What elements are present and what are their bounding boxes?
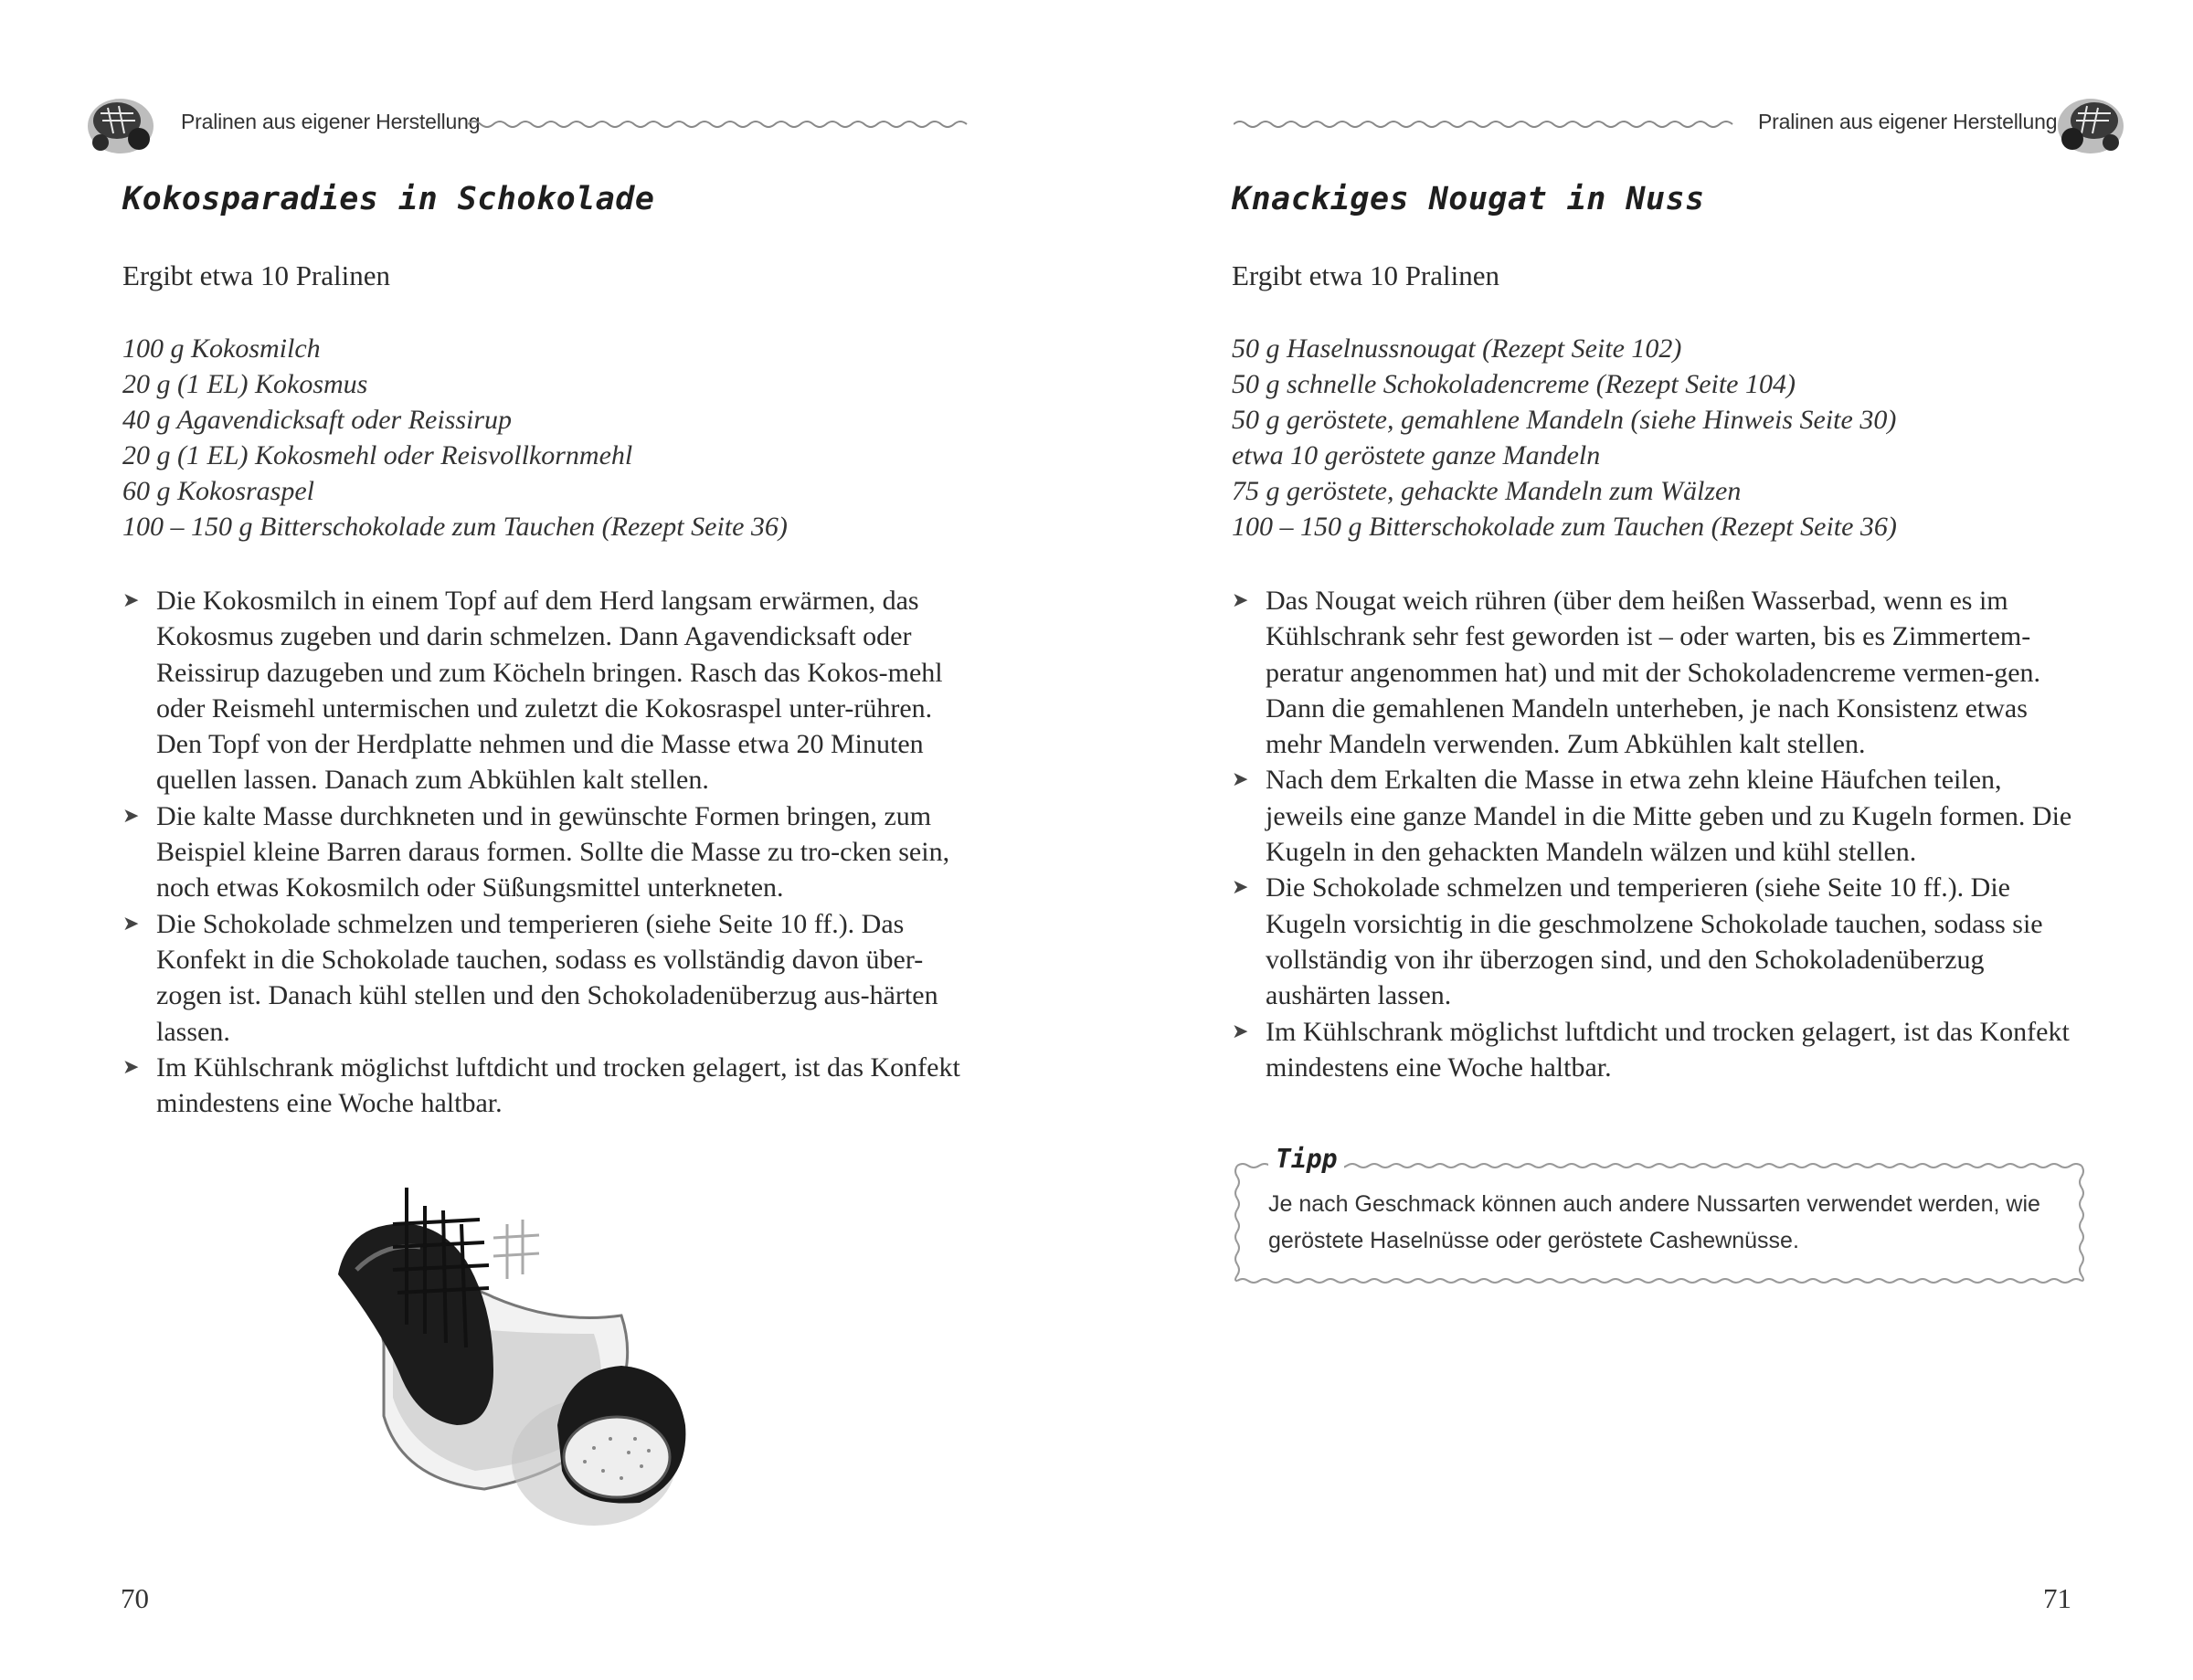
header-wave-rule <box>1234 115 1742 133</box>
running-head: Pralinen aus eigener Herstellung <box>1758 110 2058 133</box>
ingredient-item: 100 – 150 g Bitterschokolade zum Tauchen (Rezept Seite 36) <box>122 512 788 542</box>
instruction-step: ➤ Im Kühlschrank möglichst luftdicht und trocken gelagert, ist das Konfekt mindestens eine Woche haltbar. <box>122 1050 972 1122</box>
arrow-bullet-icon: ➤ <box>122 1055 140 1079</box>
praline-emblem-icon <box>2052 86 2129 159</box>
arrow-bullet-icon: ➤ <box>1232 1020 1249 1043</box>
ingredient-item: 20 g (1 EL) Kokosmus <box>122 369 368 399</box>
arrow-bullet-icon: ➤ <box>122 804 140 828</box>
arrow-bullet-icon: ➤ <box>1232 589 1249 612</box>
instruction-step: ➤ Die Schokolade schmelzen und temperieren (siehe Seite 10 ff.). Das Konfekt in die Schokolade tauchen, sodass es vollständig davon über-zogen ist. Danach kühl stellen und den Schokoladenüberzug aus-härten lassen. <box>122 906 972 1050</box>
instruction-step: ➤ Nach dem Erkalten die Masse in etwa zehn kleine Häufchen teilen, jeweils eine ganze Mandel in die Mitte geben und zu Kugeln formen. Die Kugeln in den gehackten Mandeln wälzen und kühl stellen. <box>1232 762 2082 870</box>
tip-box <box>1232 1144 2089 1286</box>
ingredient-item: 50 g Haselnussnougat (Rezept Seite 102) <box>1232 333 1682 364</box>
arrow-bullet-icon: ➤ <box>122 912 140 935</box>
arrow-bullet-icon: ➤ <box>1232 768 1249 792</box>
page-number: 71 <box>2043 1582 2071 1614</box>
ingredient-item: 50 g geröstete, gemahlene Mandeln (siehe Hinweis Seite 30) <box>1232 405 1897 435</box>
recipe-yield: Ergibt etwa 10 Pralinen <box>122 259 391 291</box>
ingredient-item: 75 g geröstete, gehackte Mandeln zum Wälzen <box>1232 476 1742 506</box>
arrow-bullet-icon: ➤ <box>122 589 140 612</box>
ingredient-item: 100 g Kokosmilch <box>122 333 321 364</box>
praline-illustration <box>320 1188 795 1553</box>
recipe-title: Kokosparadies in Schokolade <box>122 181 655 217</box>
ingredient-item: 100 – 150 g Bitterschokolade zum Tauchen (Rezept Seite 36) <box>1232 512 1897 542</box>
instruction-step: ➤ Die Schokolade schmelzen und temperieren (siehe Seite 10 ff.). Die Kugeln vorsichtig in die geschmolzene Schokolade tauchen, sodass sie vollständig von ihr überzogen sind, und den Schokoladenüberzug aushärten lassen. <box>1232 870 2082 1013</box>
instruction-step: ➤ Das Nougat weich rühren (über dem heißen Wasserbad, wenn es im Kühlschrank sehr fest geworden ist – oder warten, bis es Zimmertem-peratur angenommen hat) und mit der Schokoladencreme vermen-gen. Dann die gemahlenen Mandeln unterheben, je nach Konsistenz etwas mehr Mandeln verwenden. Zum Abkühlen kalt stellen. <box>1232 583 2082 762</box>
header-wave-rule <box>468 115 976 133</box>
ingredient-item: 50 g schnelle Schokoladencreme (Rezept Seite 104) <box>1232 369 1796 399</box>
tip-text: Je nach Geschmack können auch andere Nussarten verwendet werden, wie geröstete Haselnüsse oder geröstete Cashewnüsse. <box>1268 1191 2040 1253</box>
recipe-yield: Ergibt etwa 10 Pralinen <box>1232 259 1500 291</box>
instruction-list <box>1232 583 2082 1085</box>
instruction-step: ➤ Die Kokosmilch in einem Topf auf dem Herd langsam erwärmen, das Kokosmus zugeben und darin schmelzen. Dann Agavendicksaft oder Reissirup dazugeben und zum Köcheln bringen. Rasch das Kokos-mehl oder Reismehl untermischen und zuletzt die Kokosraspel unter-rühren. Den Topf von der Herdplatte nehmen und die Masse etwa 20 Minuten quellen lassen. Danach zum Abkühlen kalt stellen. <box>122 583 972 798</box>
ingredient-list <box>1232 331 1897 544</box>
arrow-bullet-icon: ➤ <box>1232 876 1249 900</box>
instruction-step: ➤ Die kalte Masse durchkneten und in gewünschte Formen bringen, zum Beispiel kleine Barren daraus formen. Sollte die Masse zu tro-cken sein, noch etwas Kokosmilch oder Süßungsmittel unterkneten. <box>122 798 972 906</box>
praline-emblem-icon <box>82 86 159 159</box>
instruction-list <box>122 583 972 1121</box>
ingredient-list <box>122 331 788 544</box>
ingredient-item: 60 g Kokosraspel <box>122 476 314 506</box>
page-number: 70 <box>121 1582 149 1614</box>
tip-label: Tipp <box>1268 1144 1344 1174</box>
instruction-step: ➤ Im Kühlschrank möglichst luftdicht und trocken gelagert, ist das Konfekt mindestens eine Woche haltbar. <box>1232 1014 2082 1086</box>
right-page <box>1096 0 2193 1680</box>
running-head: Pralinen aus eigener Herstellung <box>181 110 481 133</box>
left-page <box>0 0 1096 1680</box>
ingredient-item: 40 g Agavendicksaft oder Reissirup <box>122 405 513 435</box>
ingredient-item: 20 g (1 EL) Kokosmehl oder Reisvollkornmehl <box>122 440 633 470</box>
recipe-title: Knackiges Nougat in Nuss <box>1232 181 1705 217</box>
ingredient-item: etwa 10 geröstete ganze Mandeln <box>1232 440 1601 470</box>
